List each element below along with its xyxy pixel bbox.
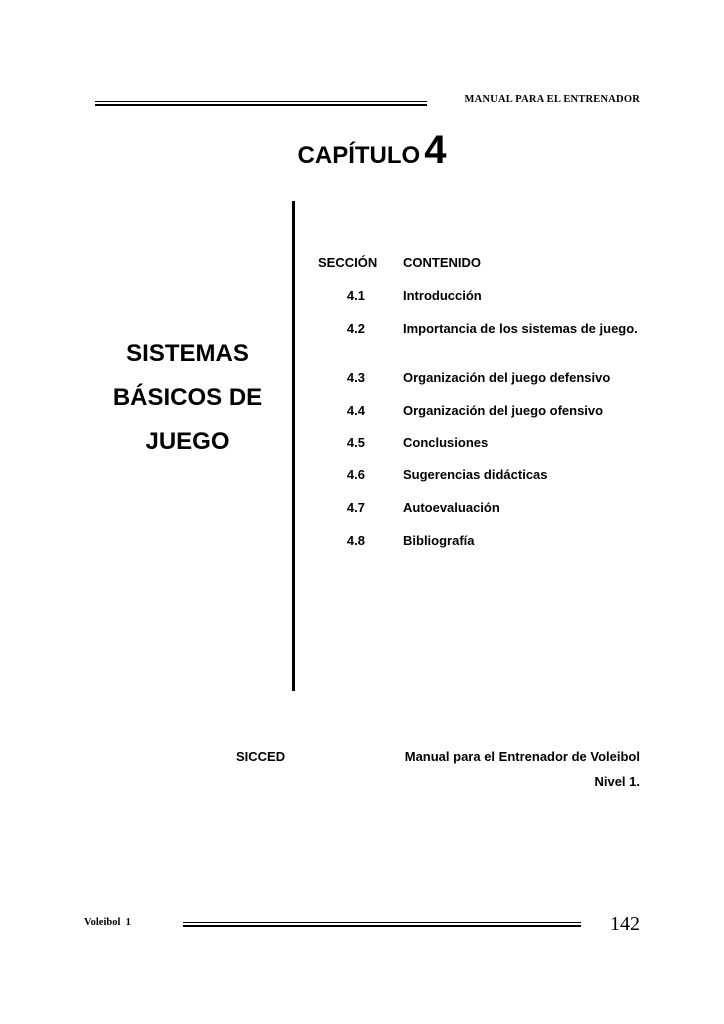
footer-label: Voleibol 1: [84, 917, 131, 928]
contents-row-text: Conclusiones: [403, 435, 489, 450]
contents-row-number: 4.8: [346, 533, 365, 548]
contents-row-number: 4.1: [346, 288, 365, 303]
contents-row-text: Organización del juego ofensivo: [403, 403, 604, 418]
vertical-divider: [292, 201, 295, 691]
contents-row-number: 4.2: [346, 321, 365, 336]
contents-row-number: 4.3: [346, 370, 365, 385]
chapter-number: 4: [424, 128, 447, 172]
topic-line-1: SISTEMAS: [126, 340, 249, 367]
topic-line-3: JUEGO: [145, 428, 230, 455]
topic-title: [100, 332, 275, 464]
contents-row-number: 4.5: [346, 435, 365, 450]
chapter-word: CAPÍTULO: [297, 142, 421, 169]
contents-row-number: 4.7: [346, 500, 365, 515]
contents-row-text: Importancia de los sistemas de juego.: [403, 321, 638, 336]
contents-row-text: Sugerencias didácticas: [403, 467, 548, 482]
contents-row-text: Organización del juego defensivo: [403, 370, 611, 385]
footer-rule: [183, 922, 581, 927]
organization-name: SICCED: [236, 749, 286, 764]
contents-row-text: Introducción: [403, 288, 482, 303]
contents-row-number: 4.6: [346, 467, 365, 482]
header-rule: [95, 101, 427, 106]
section-header: SECCIÓN: [318, 255, 378, 270]
content-header: CONTENIDO: [403, 255, 481, 270]
header-title: MANUAL PARA EL ENTRENADOR: [464, 94, 640, 105]
topic-line-2: BÁSICOS DE: [112, 384, 263, 411]
contents-row-number: 4.4: [346, 403, 365, 418]
page-number: 142: [610, 913, 640, 935]
contents-row-text: Bibliografía: [403, 533, 475, 548]
contents-row-text: Autoevaluación: [403, 500, 500, 515]
manual-level: Nivel 1.: [594, 774, 640, 789]
manual-title: Manual para el Entrenador de Voleibol: [404, 749, 640, 764]
chapter-title: [0, 128, 724, 173]
